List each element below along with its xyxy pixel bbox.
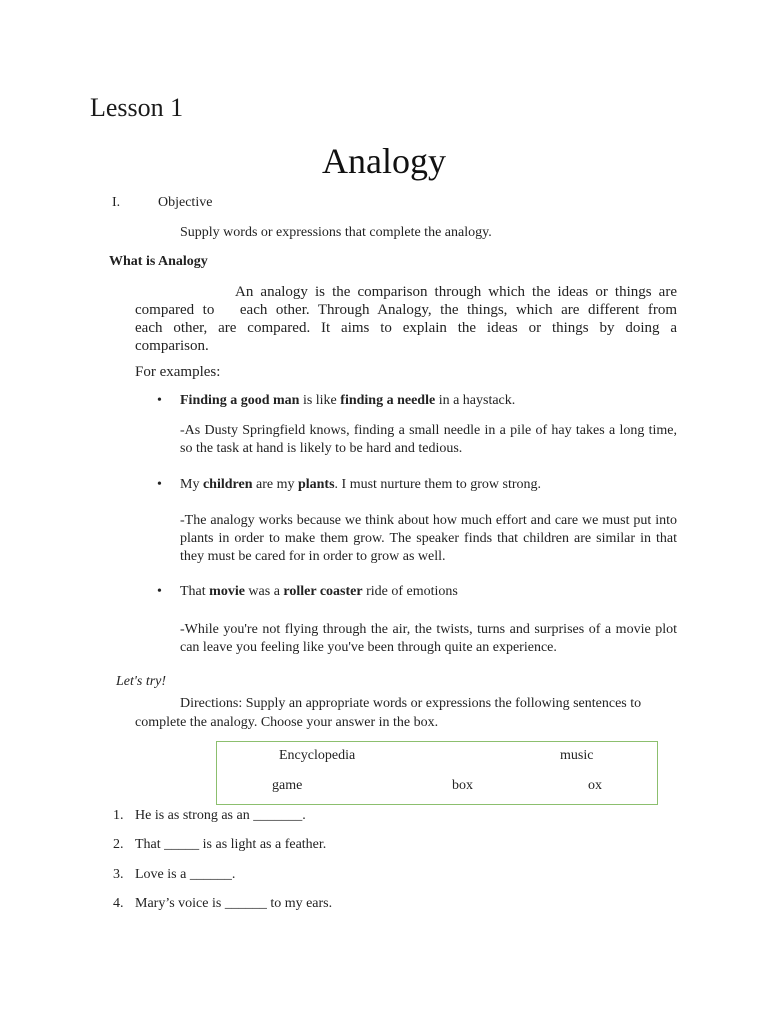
word-box-item: game (272, 778, 303, 793)
lets-try-heading: Let's try! (116, 674, 167, 689)
example-bold-term: plants (297, 477, 335, 492)
objective-number: I. (112, 195, 121, 210)
question-text: Mary’s voice is ______ to my ears. (135, 896, 333, 911)
word-box-item: music (560, 748, 594, 763)
example-bold-term: Finding a good man (180, 393, 300, 408)
example-bold-term: children (202, 477, 253, 492)
example-sentence (180, 393, 515, 409)
intro-line: each other, are compared. It aims to explain the ideas or things by doing a (135, 320, 677, 336)
example-sentence (180, 584, 458, 600)
example-text: in a haystack. (435, 393, 516, 408)
word-box-item: Encyclopedia (279, 748, 356, 763)
example-explanation: -As Dusty Springfield knows, finding a small needle in a pile of hay takes a long time, so the task at hand is likely to be hard and tedious. (180, 423, 677, 456)
directions-body: Directions: Supply an appropriate words or expressions the following sentences to complete the analogy. Choose your answer in the box. (135, 696, 642, 730)
example-explanation: -The analogy works because we think about how much effort and care we must put into plants in order to make them grow. The speaker finds that children are similar in that they must be cared for in order to grow as well. (180, 513, 677, 564)
question-number: 1. (113, 808, 124, 823)
question-number: 3. (113, 867, 124, 882)
directions-text (135, 694, 677, 732)
word-box (216, 741, 658, 805)
intro-line: An analogy is the comparison through which the ideas or things are (235, 284, 677, 300)
word-box-item: box (452, 778, 473, 793)
example-bold-term: roller coaster (283, 584, 363, 599)
example-text: was a (244, 584, 284, 599)
question-text: He is as strong as an _______. (135, 808, 306, 823)
example-text: That (180, 584, 210, 599)
example-text: ride of emotions (362, 584, 458, 599)
question-number: 2. (113, 837, 124, 852)
bullet-icon: • (157, 477, 162, 492)
example-bold-term: finding a needle (340, 393, 436, 408)
page-title: Analogy (322, 141, 446, 181)
example-text: is like (299, 393, 341, 408)
for-examples-label: For examples: (135, 364, 221, 380)
intro-line: compared to each other. Through Analogy, the things, which are different from (135, 302, 677, 318)
bullet-icon: • (157, 584, 162, 599)
example-text: are my (252, 477, 298, 492)
objective-text: Supply words or expressions that complete the analogy. (180, 225, 492, 240)
intro-paragraph (135, 283, 677, 355)
intro-line: comparison. (135, 338, 209, 354)
question-text: That _____ is as light as a feather. (135, 837, 327, 852)
lesson-heading: Lesson 1 (90, 93, 184, 122)
example-sentence (180, 477, 541, 493)
question-number: 4. (113, 896, 124, 911)
example-text: . I must nurture them to grow strong. (334, 477, 542, 492)
objective-label: Objective (158, 195, 213, 210)
bullet-icon: • (157, 393, 162, 408)
example-explanation: -While you're not flying through the air, the twists, turns and surprises of a movie plot can leave you feeling like you've been through quite an experience. (180, 622, 677, 655)
section-heading-what-is-analogy: What is Analogy (109, 254, 208, 269)
example-bold-term: movie (209, 584, 245, 599)
question-text: Love is a ______. (135, 867, 236, 882)
example-text: My (180, 477, 203, 492)
word-box-item: ox (588, 778, 602, 793)
